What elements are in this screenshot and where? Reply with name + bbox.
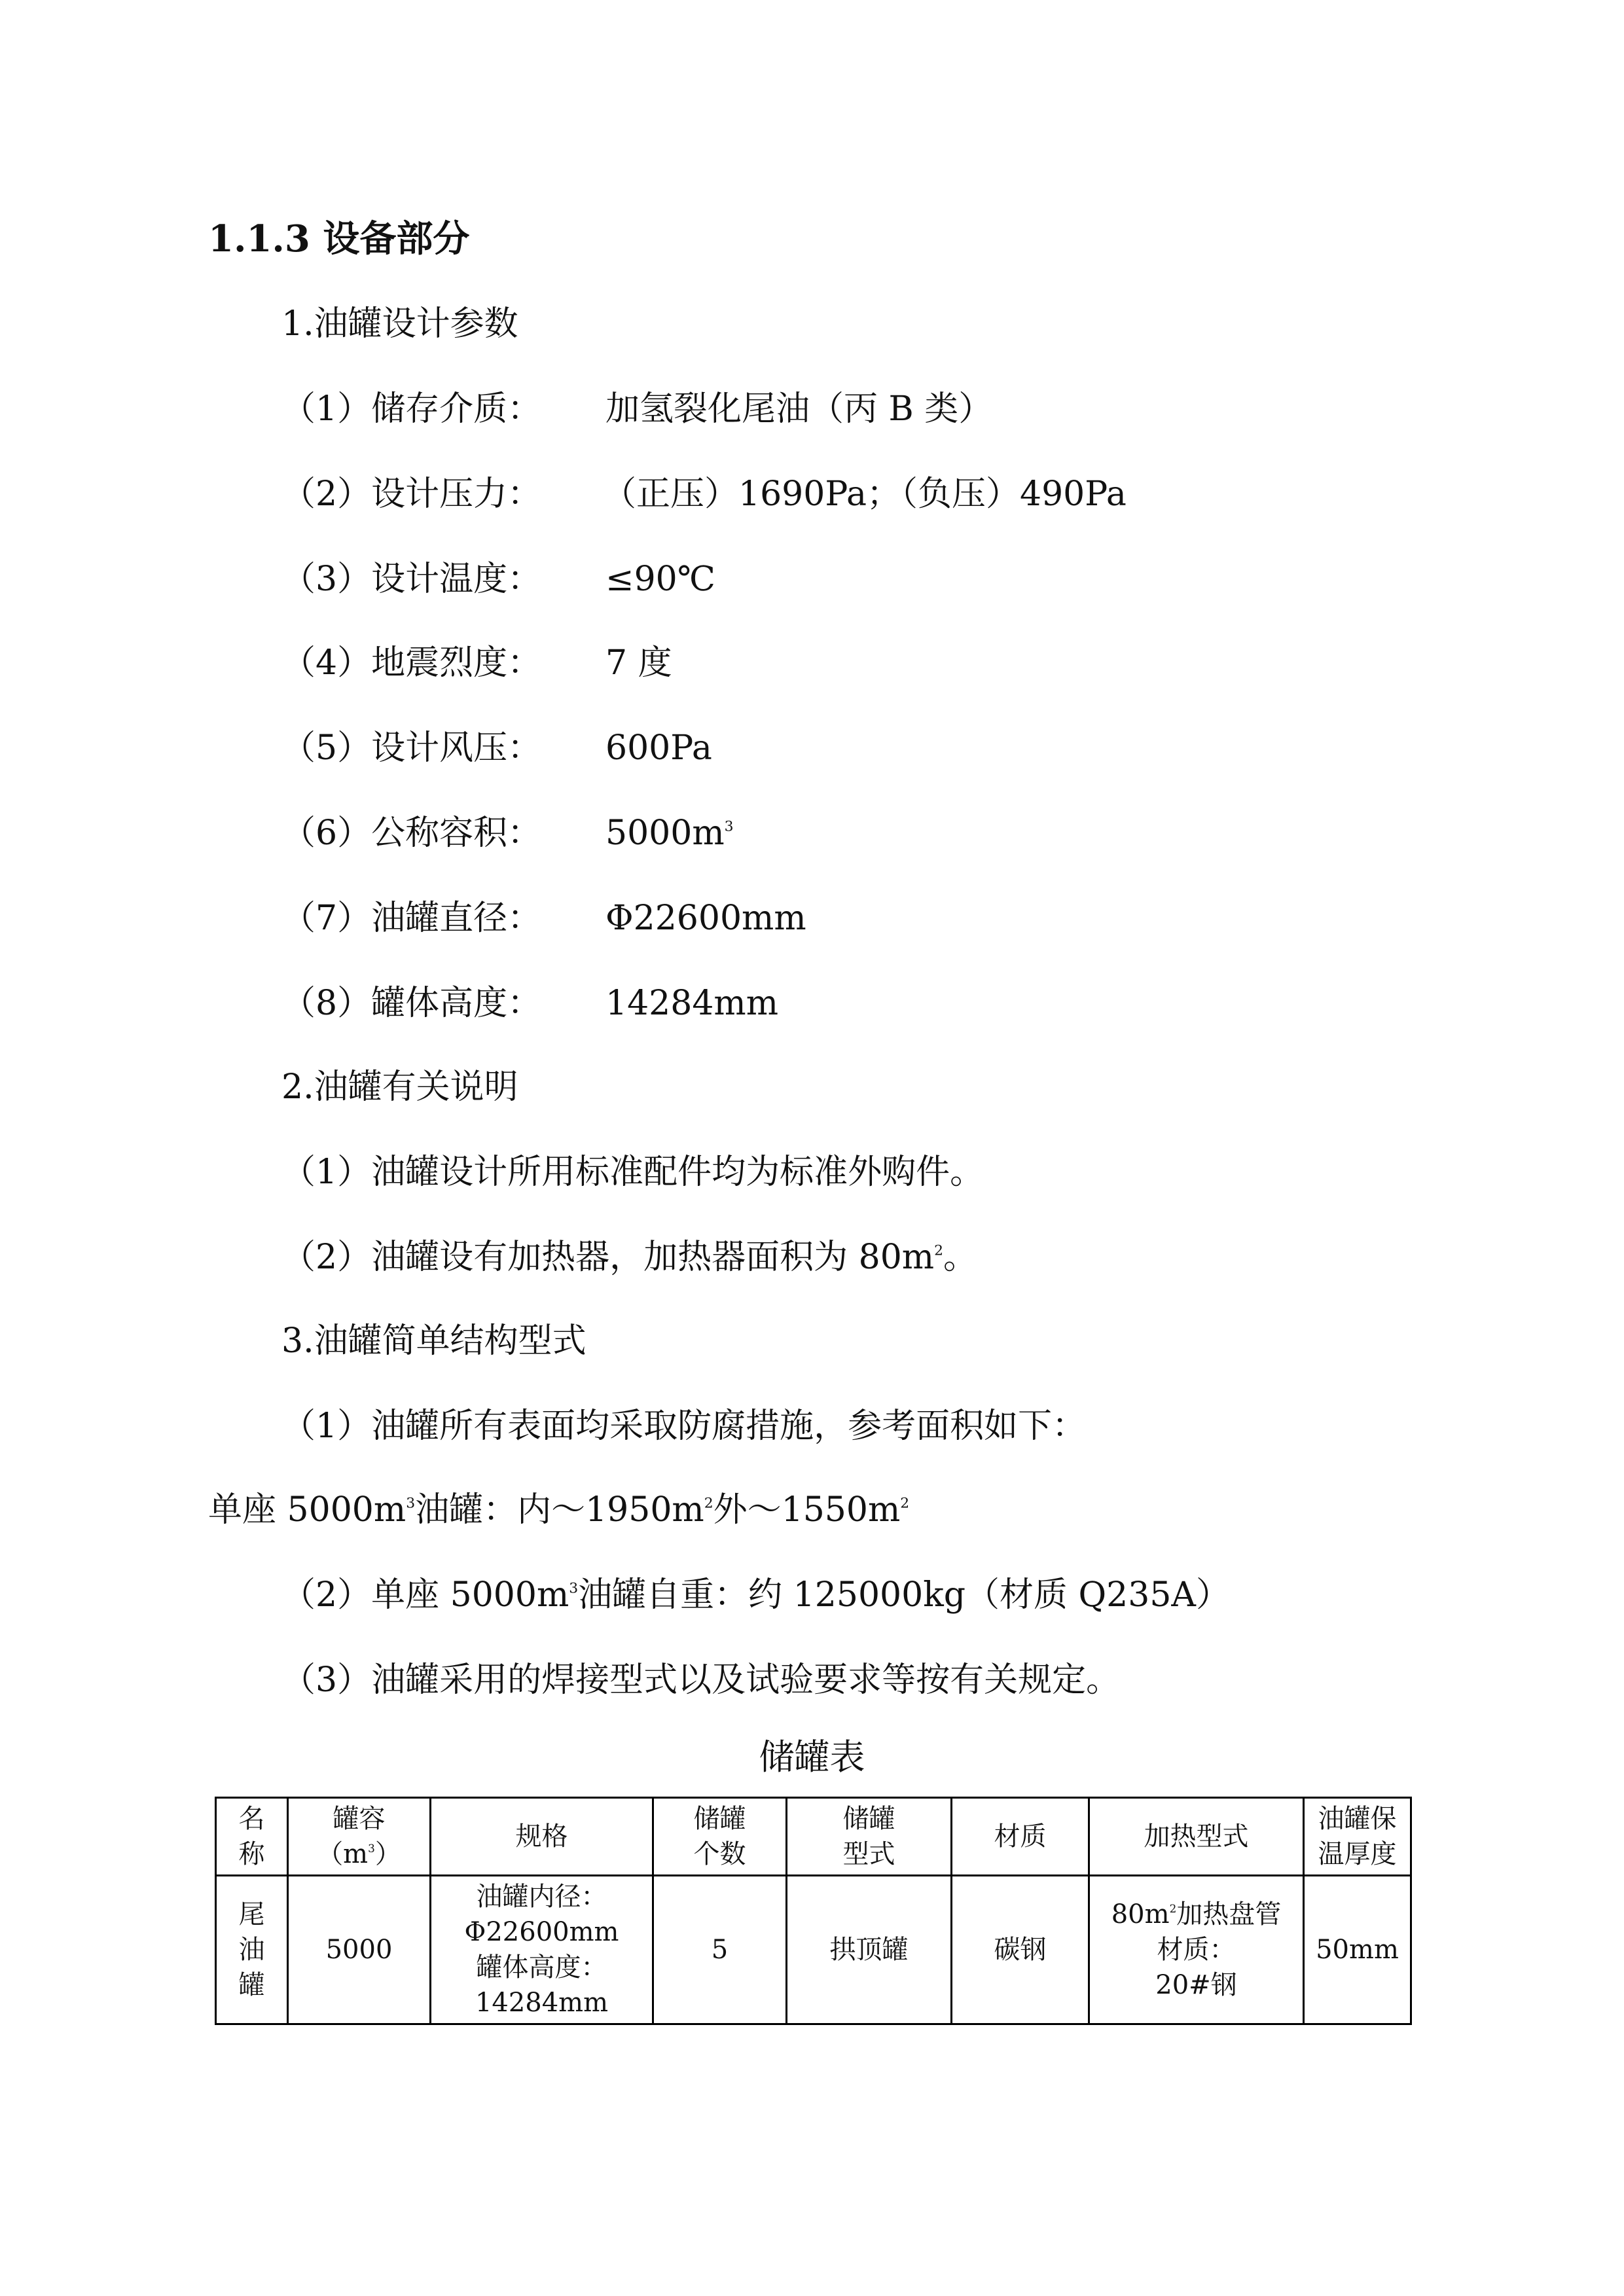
param-value: 7 度 [605,643,672,683]
note-item [281,1234,977,1280]
note-text: 。 [943,1238,977,1277]
param-value: 加氢裂化尾油（丙 B 类） [605,389,993,429]
text: 单座 5000m [208,1490,406,1530]
table-title: 储罐表 [759,1736,865,1778]
text: 油罐：内～1950m [415,1490,704,1530]
cell-text: 尾 [238,1899,265,1929]
cell-text: 14284mm [475,1988,609,2018]
param-label: （6）公称容积： [281,814,542,853]
superscript: 2 [1169,1902,1177,1916]
cell-insulation: 50mm [1304,1876,1411,2024]
cell-text: 罐 [238,1970,265,2000]
header-text: 温厚度 [1318,1839,1397,1869]
cell-type: 拱顶罐 [787,1876,952,2024]
param-value: 600Pa [605,728,712,768]
header-text: 油罐保 [1318,1804,1397,1834]
header-text: 储罐 [842,1804,895,1834]
cell-text: 20#钢 [1155,1970,1237,2000]
header-type [787,1798,952,1876]
table-header-row [216,1798,1411,1876]
structure-item: （3）油罐采用的焊接型式以及试验要求等按有关规定。 [281,1660,1121,1700]
header-count [653,1798,787,1876]
superscript: 3 [406,1495,416,1512]
text: （2）单座 5000m [281,1575,569,1615]
structure-item: （1）油罐所有表面均采取防腐措施，参考面积如下： [281,1407,1087,1446]
header-text: 名 [238,1804,265,1834]
structure-title: 3.油罐简单结构型式 [281,1321,586,1361]
header-unit [293,1837,425,1872]
text: 外～1550m [713,1490,901,1530]
header-text: 型式 [842,1839,895,1869]
cell-text: 罐体高度： [476,1952,607,1982]
cell-name [216,1876,288,2024]
superscript: 3 [724,818,734,835]
text: ） [374,1839,401,1869]
text: 油罐自重：约 125000kg（材质 Q235A） [578,1575,1230,1615]
param-value: 14284mm [605,984,779,1023]
param-label: （2）设计压力： [281,475,542,514]
cell-spec [431,1876,653,2024]
cell-text: 材质： [1157,1935,1236,1965]
header-heating: 加热型式 [1089,1798,1304,1876]
header-capacity [288,1798,431,1876]
superscript: 2 [934,1242,943,1259]
cell-heating [1089,1876,1304,2024]
param-value: ≤90℃ [605,560,715,599]
cell-count: 5 [653,1876,787,2024]
header-insulation [1304,1798,1411,1876]
header-material: 材质 [952,1798,1089,1876]
header-text: 个数 [693,1839,746,1869]
cell-capacity: 5000 [288,1876,431,2024]
superscript: 2 [704,1495,713,1512]
param-label: （1）储存介质： [281,389,542,429]
area-line [208,1487,909,1533]
note-text: （2）油罐设有加热器，加热器面积为 80m [281,1238,935,1277]
param-value: Φ22600mm [605,899,806,938]
notes-title: 2.油罐有关说明 [281,1067,518,1107]
header-text: 罐容 [333,1804,386,1834]
superscript: 3 [368,1842,375,1856]
cell-text: Φ22600mm [464,1917,619,1947]
superscript: 3 [569,1580,579,1597]
cell-text [1094,1897,1299,1932]
param-label: （7）油罐直径： [281,899,542,938]
param-value: （正压）1690Pa；（负压）490Pa [602,475,1127,514]
param-value-text: 5000m [605,814,725,853]
header-name [216,1798,288,1876]
header-text: 储罐 [693,1804,746,1834]
text: （m [317,1839,369,1869]
cell-material: 碳钢 [952,1876,1089,2024]
header-text: 称 [238,1839,265,1869]
table-row [216,1876,1411,2024]
tank-table [215,1797,1412,2025]
text: 加热盘管 [1176,1899,1282,1929]
param-label: （8）罐体高度： [281,984,542,1023]
header-spec: 规格 [431,1798,653,1876]
param-label: （3）设计温度： [281,560,542,599]
cell-text: 油 [238,1935,265,1965]
text: 80m [1111,1899,1170,1929]
cell-text: 油罐内径： [476,1882,607,1912]
param-value [605,810,734,856]
section-heading: 1.1.3 设备部分 [208,217,470,260]
structure-item [281,1572,1230,1618]
design-params-title: 1.油罐设计参数 [281,304,518,344]
param-label: （4）地震烈度： [281,643,542,683]
superscript: 2 [900,1495,910,1512]
param-label: （5）设计风压： [281,728,542,768]
note-item: （1）油罐设计所用标准配件均为标准外购件。 [281,1153,984,1192]
